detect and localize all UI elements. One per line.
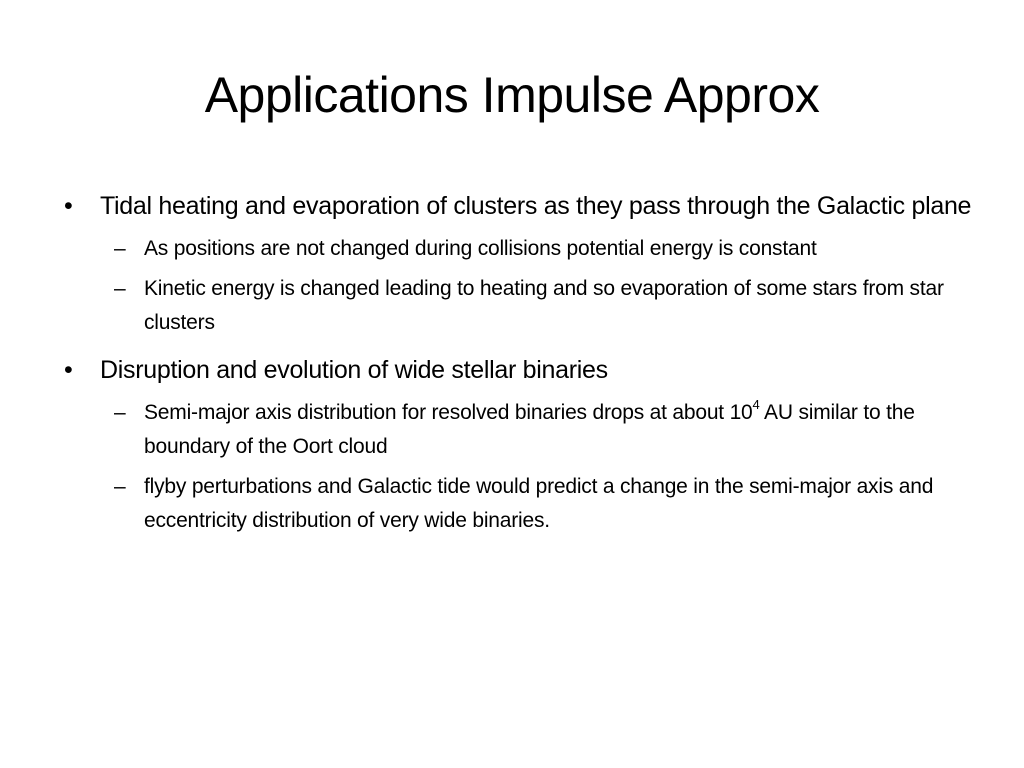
- bullet-text: Tidal heating and evaporation of clusters as they pass through the Galactic plane: [100, 192, 972, 220]
- bullet-item: [56, 350, 976, 390]
- bullet-marker: •: [64, 356, 73, 384]
- exponent: 4: [752, 397, 760, 412]
- dash-marker: –: [114, 475, 126, 498]
- bullet-marker: •: [64, 192, 73, 220]
- slide-title: Applications Impulse Approx: [204, 67, 820, 123]
- sub-bullet-text: flyby perturbations and Galactic tide would predict a change in the semi-major axis and eccentricity distribution of very wide binaries.: [144, 475, 934, 532]
- sub-bullet-text: As positions are not changed during collisions potential energy is constant: [144, 237, 817, 260]
- bullet-text: Disruption and evolution of wide stellar binaries: [100, 356, 608, 384]
- sub-bullet-item: [114, 396, 976, 464]
- sub-bullet-item: [114, 232, 976, 266]
- bullet-item: [56, 186, 976, 226]
- sub-bullet-text-after: AU similar to the boundary of the Oort cloud: [144, 401, 915, 458]
- sub-bullet-item: [114, 470, 976, 538]
- slide-body: [56, 186, 976, 538]
- sub-bullet-text-before: Semi-major axis distribution for resolved binaries drops at about 10: [144, 401, 753, 424]
- sub-bullet-text: Kinetic energy is changed leading to heating and so evaporation of some stars from star clusters: [144, 277, 944, 334]
- sub-bullet-item: [114, 272, 976, 340]
- dash-marker: –: [114, 237, 126, 260]
- dash-marker: –: [114, 401, 126, 424]
- dash-marker: –: [114, 277, 126, 300]
